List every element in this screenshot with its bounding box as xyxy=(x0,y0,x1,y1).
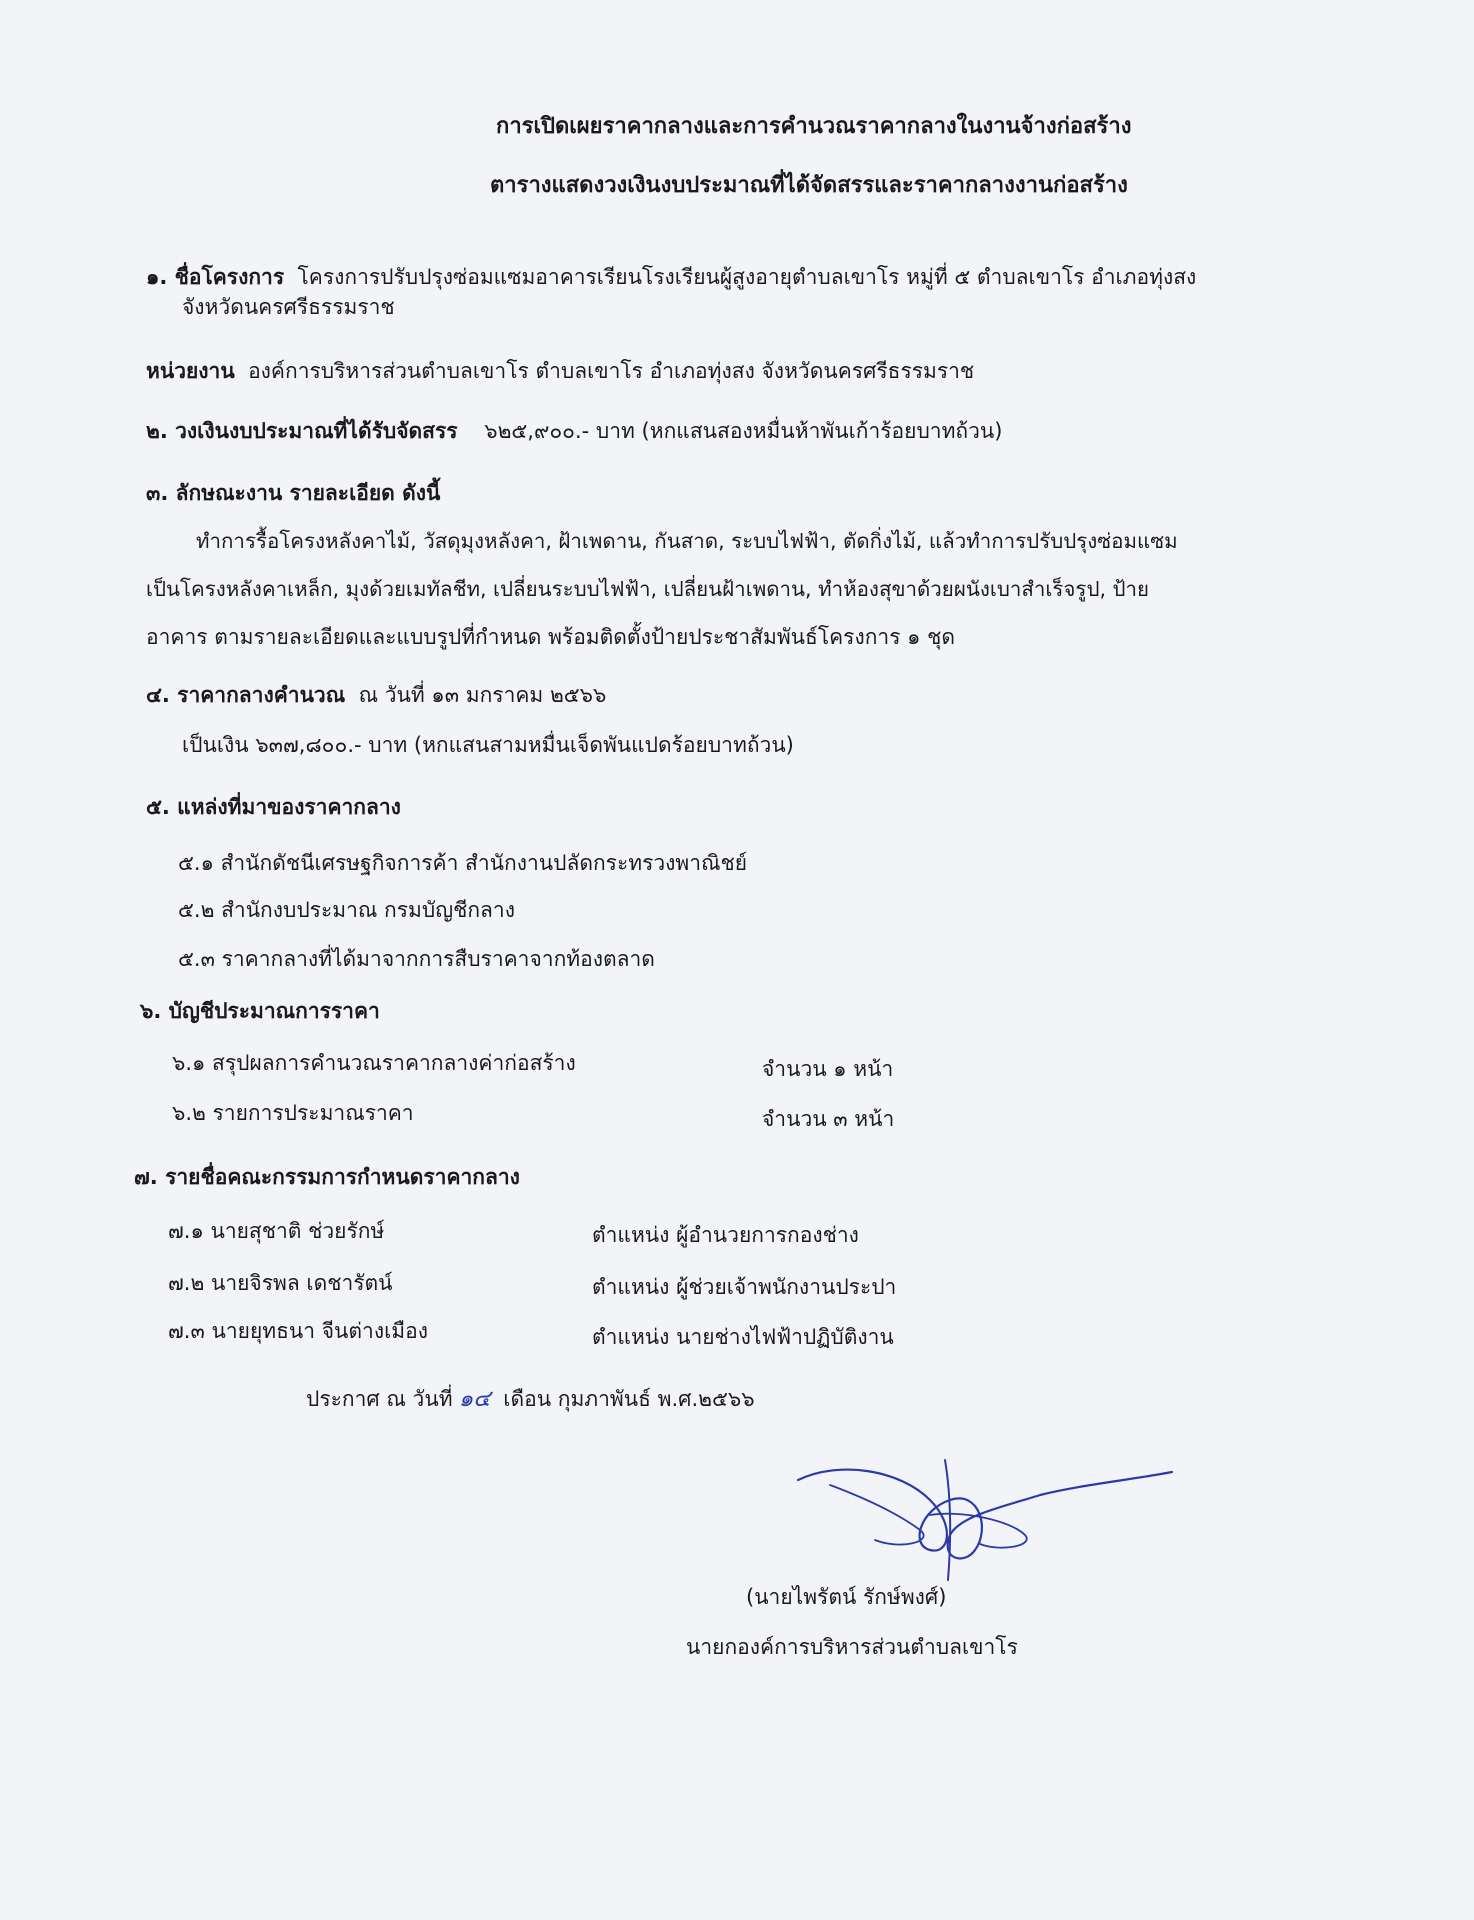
committee-member-name: ๗.๑ นายสุชาติ ช่วยรักษ์ xyxy=(168,1219,385,1243)
title-line-1: การเปิดเผยราคากลางและการคำนวณราคากลางในงานจ้างก่อสร้าง xyxy=(496,114,1132,139)
announcement-day: ๑๔ xyxy=(458,1386,491,1412)
committee-member-name: ๗.๓ นายยุทธนา จีนต่างเมือง xyxy=(168,1319,428,1343)
budget-value: ๖๒๕,๙๐๐.- บาท (หกแสนสองหมื่นห้าพันเก้าร้อยบาทถ้วน) xyxy=(484,419,1003,443)
committee-member-name: ๗.๒ นายจิรพล เดชารัตน์ xyxy=(168,1271,393,1295)
source-label: ๕. แหล่งที่มาของราคากลาง xyxy=(146,795,401,819)
estimate-label: ๖. บัญชีประมาณการราคา xyxy=(140,999,380,1023)
estimate-item-name: ๖.๑ สรุปผลการคำนวณราคากลางค่าก่อสร้าง xyxy=(172,1051,576,1075)
project-name: โครงการปรับปรุงซ่อมแซมอาคารเรียนโรงเรียนผู้สูงอายุตำบลเขาโร หมู่ที่ ๕ ตำบลเขาโร อำเภอทุ่งสง xyxy=(297,265,1197,289)
work-label: ๓. ลักษณะงาน รายละเอียด ดังนี้ xyxy=(146,481,441,505)
budget-label: ๒. วงเงินงบประมาณที่ได้รับจัดสรร xyxy=(146,419,458,443)
signer-name: (นายไพรัตน์ รักษ์พงศ์) xyxy=(746,1585,947,1609)
work-line-2: เป็นโครงหลังคาเหล็ก, มุงด้วยเมทัลชีท, เปลี่ยนระบบไฟฟ้า, เปลี่ยนฝ้าเพดาน, ทำห้องสุขาด้วยผนังเบาสำเร็จรูป, ป้าย xyxy=(146,577,1150,601)
title-line-2: ตารางแสดงวงเงินงบประมาณที่ได้จัดสรรและราคากลางงานก่อสร้าง xyxy=(490,173,1128,198)
work-line-1: ทำการรื้อโครงหลังคาไม้, วัสดุมุงหลังคา, ฝ้าเพดาน, กันสาด, ระบบไฟฟ้า, ตัดกิ่งไม้, แล้วทำการปรับปรุงซ่อมแซม xyxy=(196,529,1178,553)
project-label: ๑. ชื่อโครงการ xyxy=(146,265,285,289)
committee-label: ๗. รายชื่อคณะกรรมการกำหนดราคากลาง xyxy=(134,1165,520,1189)
announcement-prefix: ประกาศ ณ วันที่ xyxy=(306,1387,453,1411)
estimate-item-pages: จำนวน ๑ หน้า xyxy=(762,1057,894,1081)
agency-value: องค์การบริหารส่วนตำบลเขาโร ตำบลเขาโร อำเภอทุ่งสง จังหวัดนครศรีธรรมราช xyxy=(248,359,975,383)
agency-row xyxy=(146,356,974,386)
budget-row xyxy=(146,416,1002,446)
median-price-row xyxy=(146,680,606,710)
estimate-item-name: ๖.๒ รายการประมาณราคา xyxy=(172,1101,414,1125)
median-price-date: ณ วันที่ ๑๓ มกราคม ๒๕๖๖ xyxy=(358,683,607,707)
project-name-cont: จังหวัดนครศรีธรรมราช xyxy=(182,295,395,319)
source-item: ๕.๓ ราคากลางที่ได้มาจากการสืบราคาจากท้องตลาด xyxy=(178,947,655,971)
median-price-label: ๔. ราคากลางคำนวณ xyxy=(146,683,346,707)
announcement-line xyxy=(306,1384,755,1414)
signer-position: นายกองค์การบริหารส่วนตำบลเขาโร xyxy=(686,1635,1018,1659)
estimate-item-pages: จำนวน ๓ หน้า xyxy=(762,1107,895,1131)
committee-member-position: ตำแหน่ง นายช่างไฟฟ้าปฏิบัติงาน xyxy=(592,1325,894,1349)
work-line-3: อาคาร ตามรายละเอียดและแบบรูปที่กำหนด พร้อมติดตั้งป้ายประชาสัมพันธ์โครงการ ๑ ชุด xyxy=(146,625,956,649)
committee-member-position: ตำแหน่ง ผู้อำนวยการกองช่าง xyxy=(592,1223,859,1247)
agency-label: หน่วยงาน xyxy=(146,359,235,383)
source-item: ๕.๑ สำนักดัชนีเศรษฐกิจการค้า สำนักงานปลัดกระทรวงพาณิชย์ xyxy=(178,851,748,875)
project-row xyxy=(146,262,1196,292)
committee-member-position: ตำแหน่ง ผู้ช่วยเจ้าพนักงานประปา xyxy=(592,1275,897,1299)
source-item: ๕.๒ สำนักงบประมาณ กรมบัญชีกลาง xyxy=(178,898,515,922)
median-price-amount: เป็นเงิน ๖๓๗,๘๐๐.- บาท (หกแสนสามหมื่นเจ็ดพันแปดร้อยบาทถ้วน) xyxy=(182,733,794,757)
signature-scribble xyxy=(780,1440,1180,1590)
announcement-month-year: เดือน กุมภาพันธ์ พ.ศ.๒๕๖๖ xyxy=(503,1387,755,1411)
